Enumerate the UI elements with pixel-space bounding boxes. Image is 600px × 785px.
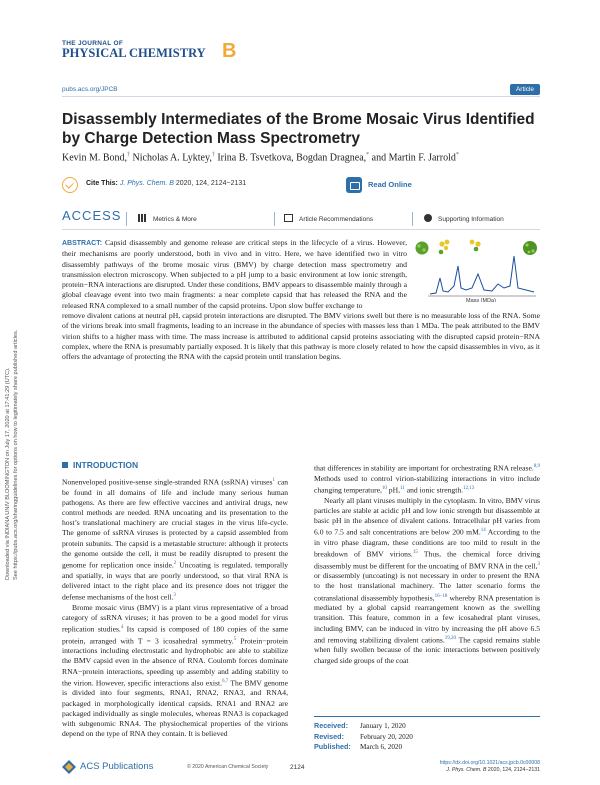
paragraph-text: can be found in all domains of life and include many serious human pathogens. As there are few effective vaccines and antiviral drugs, new control methods are needed. RNA uncoating and its presentation to the host’s translational machinery are crucial stages in the virus life-cycle. The genome of ssRNA viruses is protected by a capsid assembled from protein subunits. The capsid is a metastable structure: although it protects the genome outside the cell, it must be readily disrupted to present the genome for replication once inside. <box>62 477 288 570</box>
access-divider <box>126 212 127 226</box>
abstract-part-2: remove divalent cations at neutral pH, capsid protein interactions are disrupted. The BMV virions swell but there is no measurable loss of the RNA. Some of the virions break into small fragments, leading to an increase in the abundance of species with masses less than 1 MDa. The peak attributed to the BMV virion shifts to a higher mass with time. The mass increase is attributed to additional capsid proteins associating with the disrupted capsid protein−RNA complex, where the RNA is presumably partially exposed. It is likely that this pathway is more closely related to how the capsid disassembles in vivo, as it offers the advantage of protecting the RNA with the capsid protein until translation begins. <box>62 311 540 362</box>
date-row <box>314 721 540 732</box>
access-divider <box>274 212 275 226</box>
page-number: 2124 <box>290 764 305 771</box>
doi-link[interactable]: https://dx.doi.org/10.1021/acs.jpcb.0c00008 <box>439 760 540 766</box>
reference-link[interactable]: 2 <box>173 560 177 566</box>
author-mark: * <box>455 152 459 158</box>
date-row <box>314 742 540 753</box>
intro-paragraph <box>62 476 288 602</box>
intro-paragraph <box>314 462 540 496</box>
access-bar <box>62 208 540 230</box>
journal-logo-prefix: THE JOURNAL OF <box>62 40 124 47</box>
metrics-label: Metrics & More <box>153 216 197 223</box>
paragraph-text: Nonenveloped positive-sense single-stranded RNA (ssRNA) viruses <box>62 477 273 487</box>
author-mark: † <box>211 152 215 158</box>
paragraph-text: According to the in vitro phase diagram, these conditions are too mild to result in the breakdown of BMV virions. <box>314 527 540 559</box>
cite-check-icon[interactable] <box>62 177 78 193</box>
journal-url-link[interactable]: pubs.acs.org/JPCB <box>62 86 118 93</box>
paragraph-text: The BMV genome is divided into four segments, RNA1, RNA2, RNA3, and RNA4, packaged in morphologically identical capsids. RNA1 and RNA2 are packaged individually as single molecules, whereas RNA3 is copackaged with subgenomic RNA4. The physiochemical properties of the virions depend on the type of RNA they contain. It is believed <box>62 678 288 739</box>
reference-link[interactable]: 8,9 <box>533 464 540 469</box>
access-label: ACCESS <box>62 208 122 223</box>
paragraph-text: or disassembly (uncoating) is not necessary in order to present the RNA to the host translational machinery. The latter scenario forms the cotranslational disassembly hypothesis, <box>314 571 540 603</box>
metrics-icon <box>138 214 147 222</box>
document-icon <box>284 214 293 222</box>
reference-link[interactable]: 14 <box>480 528 486 533</box>
author-name[interactable]: Nicholas A. Lyktey, <box>132 152 212 164</box>
journal-logo-letter: B <box>222 40 237 62</box>
date-row <box>314 732 540 743</box>
reference-link[interactable]: 16−18 <box>434 593 448 599</box>
reference-link[interactable]: 3 <box>173 592 176 598</box>
date-label: Received: <box>314 721 348 730</box>
side-note-line-2: See https://pubs.acs.org/sharingguidelines for options on how to legitimately share published articles. <box>13 329 19 580</box>
reference-link[interactable]: 4 <box>120 624 124 630</box>
received-date: January 1, 2020 <box>360 722 406 730</box>
read-online-button[interactable]: Read Online <box>368 180 412 189</box>
recommendations-label: Article Recommendations <box>299 216 374 223</box>
article-title: Disassembly Intermediates of the Brome Mosaic Virus Identified by Charge Detection Mass Spectrometry <box>62 111 535 147</box>
date-label: Published: <box>314 742 351 751</box>
section-square-icon <box>62 462 68 468</box>
cite-reference: 2020, 124, 2124−2131 <box>175 180 247 187</box>
author-mark: † <box>127 152 130 158</box>
publisher-name: ACS Publications <box>80 761 154 772</box>
reference-link[interactable]: 3 <box>537 561 540 567</box>
journal-logo <box>62 40 242 68</box>
cite-label: Cite This: <box>86 180 118 187</box>
acs-logo-icon <box>62 760 76 774</box>
paragraph-text: Protein−protein interactions including electrostatic and hydrophobic are able to stabilize the BMV capsid even in the absence of RNA. Coulomb forces dominate RNA−protein interactions, speeding up assembly and adding stability to the virion. However, specific interactions also exist. <box>62 636 288 688</box>
reference-link[interactable]: 19,20 <box>444 635 456 641</box>
abstract-part-1 <box>62 238 407 311</box>
author-name[interactable]: Kevin M. Bond, <box>62 152 127 164</box>
recommendations-button[interactable] <box>284 214 373 223</box>
supporting-info-label: Supporting Information <box>438 216 504 223</box>
supporting-info-icon <box>424 214 432 222</box>
reference-link[interactable]: 10 <box>381 485 387 491</box>
intro-heading-text: INTRODUCTION <box>73 460 139 470</box>
paragraph-text: pH, <box>386 485 400 495</box>
reference-link[interactable]: 15 <box>412 549 418 555</box>
author-name[interactable]: and Martin F. Jarrold <box>371 152 456 164</box>
author-list <box>62 152 542 163</box>
abstract-text: Capsid disassembly and genome release are critical steps in the lifecycle of a virus. However, their mechanisms are poorly understood, both in vivo and in vitro. Here, we have identified two in vitro disassembly pathways of the brome mosaic virus (BMV) by charge detection mass spectrometry and transmission electron microscopy. When subjected to a pH jump to a basic environment at low ionic strength, protein−RNA interactions are disrupted. Under these conditions, BMV appears to disassemble mainly through a global cleavage event into two main fragments: a near complete capsid that has released the RNA and the released RNA complexed to a small number of the capsid proteins. Upon slow buffer exchange to <box>62 238 407 310</box>
article-dates <box>314 716 540 753</box>
cite-journal: J. Phys. Chem. B <box>119 180 174 187</box>
abstract <box>62 238 540 363</box>
paragraph-text: The capsid remains stable when fully swollen because of the ionic interactions between positively charged side groups of the coat <box>314 635 540 665</box>
reference-link[interactable]: 6,7 <box>222 678 229 684</box>
toc-axis-label: Mass (MDa) <box>466 298 496 302</box>
metrics-button[interactable] <box>138 214 197 223</box>
intro-right-column <box>314 462 540 666</box>
paragraph-text: Thus, the chemical force driving disassembly must be different for the uncoating of BMV RNA in the cell, <box>314 549 540 571</box>
journal-logo-name: PHYSICAL CHEMISTRY <box>62 46 206 60</box>
author-name[interactable]: Irina B. Tsvetkova, Bogdan Dragnea, <box>217 152 367 164</box>
doi-block <box>440 760 540 774</box>
read-online-icon[interactable] <box>346 177 362 193</box>
paragraph-text: and ionic strength. <box>404 485 464 495</box>
access-divider <box>412 212 413 226</box>
paragraph-text: Uncoating is regulated, temporally and spatially, in ways that are poorly understood, so that viral RNA is delivered intact to the right place and its presence does not trigger the defense mechanisms of the host cell. <box>62 560 288 602</box>
paragraph-text: whereby RNA presentation is mediated by a global capsid rearrangement known as the swelling transition. This feature, common in a few icosahedral plant viruses, including BMV, can be induced in vitro by increasing the pH above 6.5 and removing stabilizing divalent cations. <box>314 593 541 645</box>
side-note-line-1: Downloaded via INDIANA UNIV BLOOMINGTON on July 17, 2020 at 17:41:29 (UTC). <box>5 367 11 580</box>
paragraph-text: Nearly all plant viruses multiply in the cytoplasm. In vitro, BMV virus particles are stable at acidic pH and low ionic strength but disassemble at basic pH in the absence of divalent cations. Intracellular pH varies from 6.0 to 7.5 and salt concentrations are below 200 mM. <box>314 495 540 537</box>
page-footer <box>62 760 540 780</box>
author-mark: * <box>366 152 370 158</box>
reference-link[interactable]: 12,13 <box>463 485 475 491</box>
copyright: © 2020 American Chemical Society <box>187 764 269 770</box>
paragraph-text: Its capsid is composed of 180 copies of the same protein, arranged with T = 3 icosahedral symmetry. <box>62 624 288 646</box>
paragraph-text: Methods used to control virion-stabilizing interactions in vitro include changing temperature, <box>314 473 540 495</box>
footer-journal: J. Phys. Chem. B <box>446 767 487 773</box>
intro-heading <box>62 460 288 470</box>
supporting-info-button[interactable] <box>424 214 504 223</box>
footer-citation <box>440 767 540 774</box>
article-type-badge: Article <box>510 84 540 95</box>
header-divider <box>62 96 540 97</box>
paragraph-text: Brome mosaic virus (BMV) is a plant virus representative of a broad category of ssRNA viruses; it has proven to be a good model for virus replication studies. <box>62 602 288 634</box>
download-side-note <box>4 240 28 580</box>
intro-paragraph <box>314 496 540 666</box>
intro-paragraph <box>62 603 288 740</box>
abstract-label: ABSTRACT: <box>62 240 103 247</box>
cite-row <box>62 175 540 197</box>
date-label: Revised: <box>314 731 344 741</box>
citation <box>86 180 246 187</box>
reference-link[interactable]: 1 <box>272 478 275 484</box>
reference-link[interactable]: 11 <box>399 485 405 491</box>
intro-left-column <box>62 460 288 739</box>
footer-reference: 2020, 124, 2124−2131 <box>487 767 540 773</box>
revised-date: February 20, 2020 <box>360 732 413 741</box>
paragraph-text: that differences in stability are important for orchestrating RNA release. <box>314 463 534 473</box>
reference-link[interactable]: 5 <box>233 636 237 642</box>
published-date: March 6, 2020 <box>360 743 403 751</box>
